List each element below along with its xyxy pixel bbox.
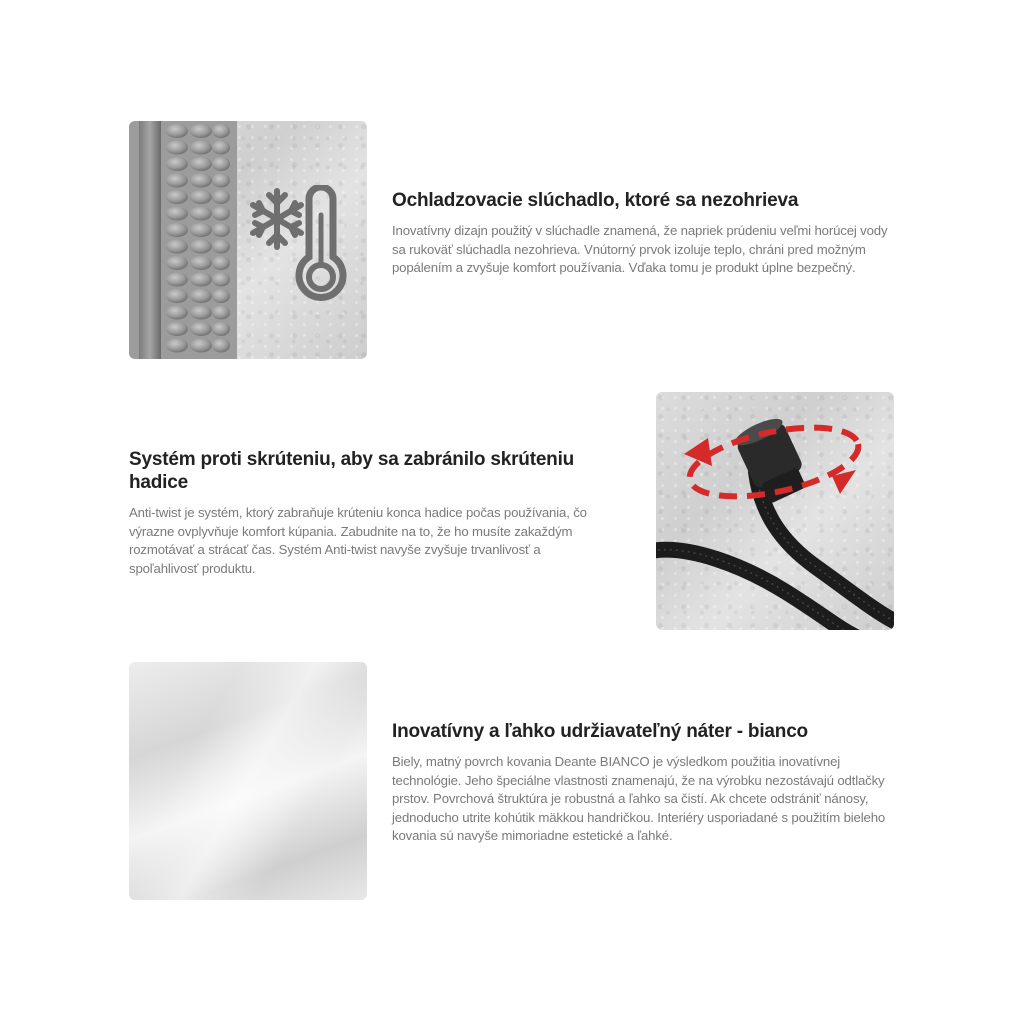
section-anti-twist-body: Anti-twist je systém, ktorý zabraňuje krúteniu konca hadice počas používania, čo výrazne ovplyvňuje komfort kúpania. Zabudnite na to, že ho musíte zakaždým rozmotávať a strácať čas. Systém Anti-twist navyše zvyšuje trvanlivosť a spoľahlivosť produktu.	[129, 505, 587, 576]
section-cooling-body: Inovatívny dizajn použitý v slúchadle znamená, že napriek prúdeniu veľmi horúcej vody sa rukoväť slúchadla nezohrieva. Vnútorný prvok izoluje teplo, chráni pred možným popálením a zvyšuje komfort používania. Vďaka tomu je produkt úplne bezpečný.	[392, 223, 888, 276]
nozzle	[190, 174, 212, 188]
nozzle	[166, 240, 188, 254]
nozzle	[212, 174, 230, 188]
nozzle	[166, 207, 188, 221]
nozzle	[212, 157, 230, 171]
nozzle	[212, 190, 230, 204]
nozzle	[166, 256, 188, 270]
nozzle	[190, 190, 212, 204]
nozzle	[212, 322, 230, 336]
nozzle	[190, 289, 212, 303]
nozzle	[212, 141, 230, 155]
section-anti-twist	[129, 448, 619, 578]
hose-illustration	[656, 392, 894, 630]
cooling-handle-image	[129, 121, 367, 359]
nozzle	[190, 240, 212, 254]
nozzle	[212, 339, 230, 353]
nozzle	[190, 207, 212, 221]
anti-twist-image	[656, 392, 894, 630]
nozzle	[190, 124, 212, 138]
section-cooling	[392, 189, 912, 278]
section-anti-twist-title: Systém proti skrúteniu, aby sa zabránilo skrúteniu hadice	[129, 449, 575, 493]
nozzle	[166, 306, 188, 320]
nozzle	[190, 223, 212, 237]
nozzle	[212, 223, 230, 237]
nozzle	[190, 322, 212, 336]
nozzle	[212, 289, 230, 303]
nozzle	[212, 207, 230, 221]
nozzle	[212, 273, 230, 287]
nozzle	[212, 306, 230, 320]
nozzle	[166, 339, 188, 353]
nozzle	[166, 289, 188, 303]
nozzle	[190, 273, 212, 287]
nozzle	[212, 256, 230, 270]
nozzle	[166, 322, 188, 336]
section-cooling-title: Ochladzovacie slúchadlo, ktoré sa nezohrieva	[392, 190, 799, 211]
nozzle	[212, 240, 230, 254]
nozzle	[190, 339, 212, 353]
nozzle	[190, 141, 212, 155]
nozzle	[166, 174, 188, 188]
nozzle	[166, 157, 188, 171]
nozzle	[166, 190, 188, 204]
nozzle	[190, 157, 212, 171]
nozzle	[166, 223, 188, 237]
nozzle	[166, 141, 188, 155]
nozzle	[190, 256, 212, 270]
nozzle	[190, 306, 212, 320]
snowflake-thermometer-icon	[249, 185, 359, 315]
section-bianco-title: Inovatívny a ľahko udržiavateľný náter - bianco	[392, 721, 808, 742]
section-bianco	[392, 720, 912, 846]
nozzle	[166, 124, 188, 138]
section-bianco-body: Biely, matný povrch kovania Deante BIANCO je výsledkom použitia inovatívnej technológie. Jeho špeciálne vlastnosti znamenajú, že na výrobku nezostávajú odtlačky prstov. Povrchová štruktúra je robustná a ľahko sa čistí. Ak chcete odstrániť nánosy, jednoducho utrite kohútik mäkkou handričkou. Interiéry usporiadané s použitím bieleho kovania sú navyše mimoriadne estetické a ľahké.	[392, 754, 886, 844]
nozzle	[212, 124, 230, 138]
nozzle	[166, 273, 188, 287]
white-surface-swatch	[129, 662, 367, 900]
bianco-surface-image	[129, 662, 367, 900]
